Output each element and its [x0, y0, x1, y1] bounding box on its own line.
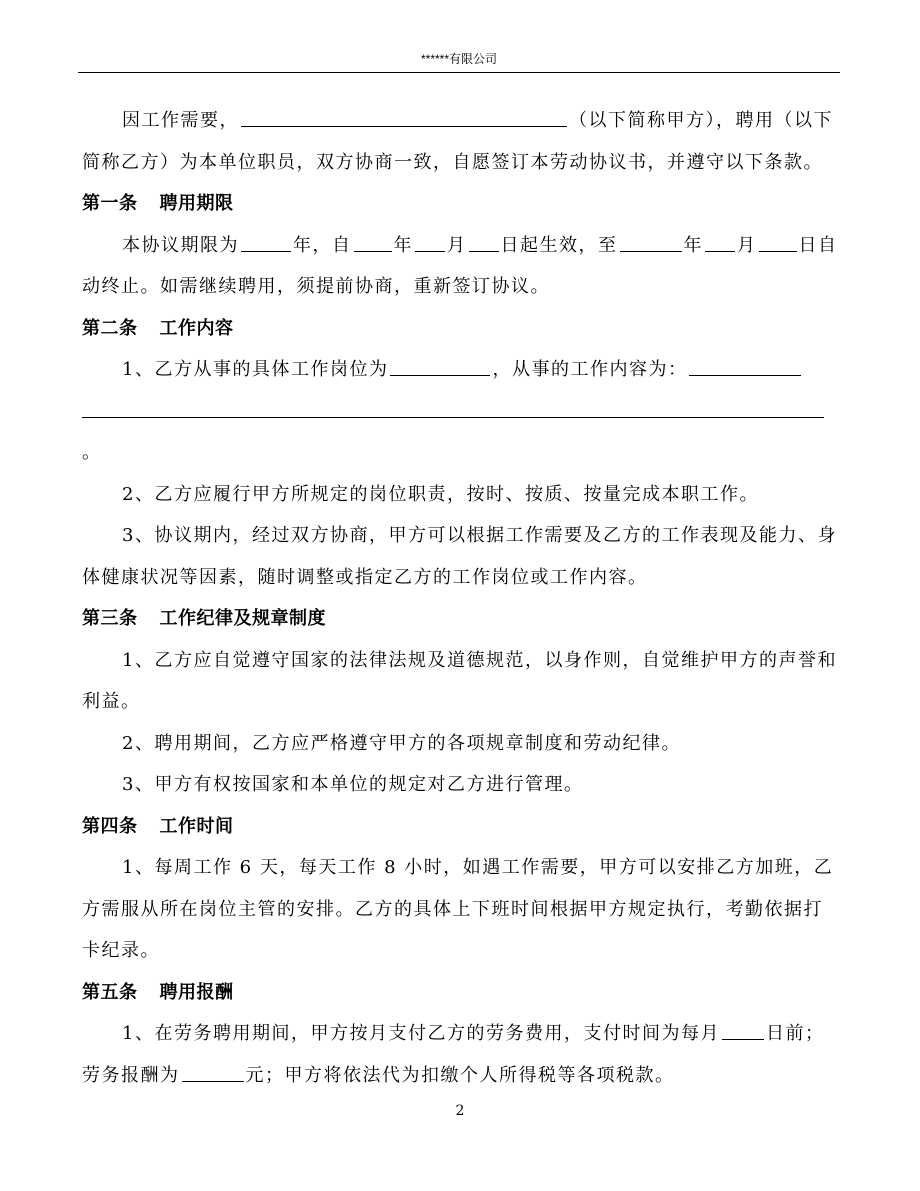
term-text: 日自动终止。如需继续聘用，须提前协商，重新签订协议。: [82, 234, 838, 297]
term-years-blank[interactable]: [241, 235, 291, 252]
term-text: 月: [447, 234, 467, 256]
intro-text-1: 因工作需要，: [122, 110, 239, 131]
article-3-clause-2: 2、聘用期间，乙方应严格遵守甲方的各项规章制度和劳动纪律。: [122, 732, 681, 754]
page-number: 2: [455, 1103, 465, 1119]
article-2-clause-2: 2、乙方应履行甲方所规定的岗位职责，按时、按质、按量完成本职工作。: [122, 483, 759, 505]
term-text: 年: [683, 234, 703, 256]
clause-text: 元；甲方将依法代为扣缴个人所得税等各项税款。: [245, 1064, 675, 1086]
article-5-heading: [82, 972, 840, 1014]
article-3-clause-3: 3、甲方有权按国家和本单位的规定对乙方进行管理。: [122, 774, 584, 795]
article-2-clause-3: 3、协议期内，经过双方协商，甲方可以根据工作需要及乙方的工作表现及能力、身体健康状况等因素，随时调整或指定乙方的工作岗位或工作内容。: [82, 525, 837, 588]
clause-text: ，从事的工作内容为：: [492, 359, 688, 380]
article-2-heading: [82, 308, 840, 350]
article-number: 第四条: [82, 815, 138, 837]
start-day-blank[interactable]: [469, 235, 499, 252]
intro-text-2: （以下简称甲方），聘用（以下简称乙方）为本单位职员，双方协商一致，自愿签订本劳动协议书，并遵守以下条款。: [82, 110, 833, 173]
article-title: 工作时间: [159, 815, 234, 837]
term-text: 年，自: [293, 234, 352, 256]
party-a-name-blank[interactable]: [241, 110, 567, 127]
header-divider: [78, 72, 840, 73]
end-month-blank[interactable]: [705, 235, 735, 252]
job-content-blank[interactable]: [689, 359, 801, 376]
term-text: 月: [737, 234, 757, 256]
salary-amount-blank[interactable]: [182, 1065, 244, 1082]
term-text: 本协议期限为: [122, 234, 239, 256]
article-title: 聘用期限: [159, 193, 234, 214]
job-content-blank-line[interactable]: [82, 401, 824, 418]
article-4-heading: [82, 806, 840, 848]
clause-text: 1、乙方从事的具体工作岗位为: [122, 359, 389, 380]
article-number: 第二条: [82, 317, 138, 339]
end-day-blank[interactable]: [759, 235, 797, 252]
article-title: 工作纪律及规章制度: [159, 608, 326, 629]
article-5-clause-1: [82, 1013, 840, 1096]
start-month-blank[interactable]: [415, 235, 445, 252]
clause-text: 日前；劳务报酬为: [82, 1023, 825, 1086]
clause-text: 。: [82, 442, 102, 463]
end-year-blank[interactable]: [620, 235, 682, 252]
start-year-blank[interactable]: [354, 235, 392, 252]
article-1-heading: [82, 183, 840, 225]
article-3-clause-1: 1、乙方应自觉遵守国家的法律法规及道德规范，以身作则，自觉维护甲方的声誉和利益。: [82, 649, 837, 712]
article-number: 第三条: [82, 608, 138, 629]
article-3-heading: [82, 598, 840, 640]
article-1-paragraph: [82, 225, 840, 308]
intro-paragraph: [82, 100, 840, 183]
page-header: ******有限公司: [420, 52, 498, 66]
pay-day-blank[interactable]: [722, 1023, 764, 1040]
term-text: 日起生效，至: [500, 234, 618, 256]
article-2-clause-1: [82, 349, 840, 474]
article-4-clause-1: 1、每周工作 6 天，每天工作 8 小时，如遇工作需要，甲方可以安排乙方加班，乙方需服从所在岗位主管的安排。乙方的具体上下班时间根据甲方规定执行，考勤依据打卡纪录。: [82, 857, 834, 961]
document-body: [82, 100, 840, 1096]
job-position-blank[interactable]: [390, 359, 490, 376]
article-number: 第五条: [82, 981, 138, 1003]
term-text: 年: [393, 234, 413, 256]
article-number: 第一条: [82, 193, 138, 214]
clause-text: 1、在劳务聘用期间，甲方按月支付乙方的劳务费用，支付时间为每月: [122, 1023, 720, 1044]
article-title: 工作内容: [159, 317, 234, 339]
article-title: 聘用报酬: [159, 981, 234, 1003]
